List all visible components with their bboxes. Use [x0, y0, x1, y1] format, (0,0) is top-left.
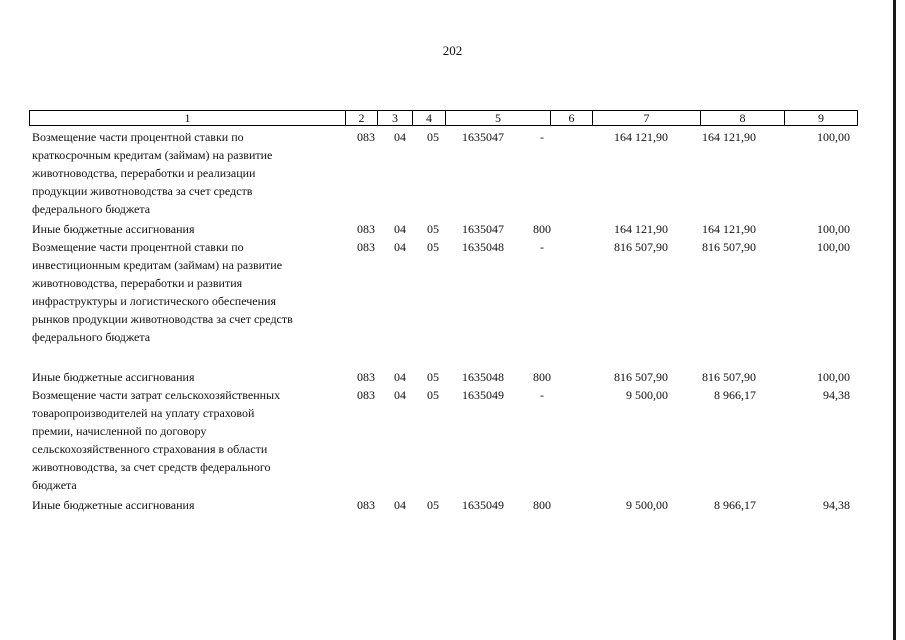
row-2-col-9: 100,00	[817, 222, 850, 236]
row-2-col-5: 1635047	[462, 222, 504, 236]
row-1-col-3: 04	[394, 130, 406, 144]
row-4-col-5: 1635048	[462, 370, 504, 384]
row-3-name-line: рынков продукции животноводства за счет средств	[32, 312, 293, 326]
row-4-col-4: 05	[427, 370, 439, 384]
header-col-2: 2	[346, 111, 378, 125]
row-4-col-3: 04	[394, 370, 406, 384]
header-col-7: 7	[593, 111, 701, 125]
row-3-name-line: инвестиционным кредитам (займам) на развитие	[32, 258, 283, 272]
row-3-col-6: -	[540, 240, 544, 254]
page-edge-border	[893, 0, 896, 640]
row-1-name-line: Возмещение части процентной ставки по	[32, 130, 244, 144]
row-1-name-line: животноводства, переработки и реализации	[32, 166, 256, 180]
row-1-name-line: федерального бюджета	[32, 202, 151, 216]
row-1-col-2: 083	[357, 130, 375, 144]
row-2-name-line: Иные бюджетные ассигнования	[32, 222, 195, 236]
row-1-col-5: 1635047	[462, 130, 504, 144]
row-1-name-line: краткосрочным кредитам (займам) на развитие	[32, 148, 273, 162]
row-5-name-line: бюджета	[32, 478, 77, 492]
row-5-name-line: товаропроизводителей на уплату страховой	[32, 406, 255, 420]
row-4-name	[32, 368, 352, 386]
row-1-col-9: 100,00	[817, 130, 850, 144]
row-2-name	[32, 220, 352, 238]
row-5-name-line: животноводства, за счет средств федерального	[32, 460, 271, 474]
header-col-4: 4	[413, 111, 446, 125]
row-3-col-4: 05	[427, 240, 439, 254]
row-6-name-line: Иные бюджетные ассигнования	[32, 498, 195, 512]
row-2-col-4: 05	[427, 222, 439, 236]
row-3-col-9: 100,00	[817, 240, 850, 254]
row-1-col-8: 164 121,90	[702, 130, 756, 144]
row-6-col-4: 05	[427, 498, 439, 512]
row-3-col-3: 04	[394, 240, 406, 254]
row-6-col-2: 083	[357, 498, 375, 512]
row-5-col-8: 8 966,17	[714, 388, 756, 402]
row-1-name-line: продукции животноводства за счет средств	[32, 184, 253, 198]
row-2-col-3: 04	[394, 222, 406, 236]
header-col-9: 9	[818, 111, 824, 125]
row-5-col-2: 083	[357, 388, 375, 402]
header-col-8: 8	[701, 111, 785, 125]
row-5-col-6: -	[540, 388, 544, 402]
row-4-col-6: 800	[533, 370, 551, 384]
row-4-col-2: 083	[357, 370, 375, 384]
header-col-3: 3	[378, 111, 413, 125]
row-6-col-3: 04	[394, 498, 406, 512]
row-2-col-2: 083	[357, 222, 375, 236]
row-6-col-7: 9 500,00	[626, 498, 668, 512]
row-1-name	[32, 128, 352, 218]
row-2-col-7: 164 121,90	[614, 222, 668, 236]
row-3-name-line: Возмещение части процентной ставки по	[32, 240, 244, 254]
row-3-name-line: животноводства, переработки и развития	[32, 276, 243, 290]
row-5-name-line: премии, начисленной по договору	[32, 424, 207, 438]
row-4-col-7: 816 507,90	[614, 370, 668, 384]
row-5-col-7: 9 500,00	[626, 388, 668, 402]
header-col-1: 1	[30, 111, 346, 125]
row-3-col-2: 083	[357, 240, 375, 254]
row-5-col-4: 05	[427, 388, 439, 402]
row-1-col-6: -	[540, 130, 544, 144]
row-3-col-7: 816 507,90	[614, 240, 668, 254]
header-col-5: 5	[446, 111, 551, 125]
row-6-col-6: 800	[533, 498, 551, 512]
page-number: 202	[442, 43, 463, 58]
row-3-col-5: 1635048	[462, 240, 504, 254]
row-3-name	[32, 238, 352, 346]
header-col-6: 6	[551, 111, 593, 125]
row-6-col-8: 8 966,17	[714, 498, 756, 512]
row-5-name-line: сельскохозяйственного страхования в области	[32, 442, 268, 456]
row-3-col-8: 816 507,90	[702, 240, 756, 254]
row-6-col-9: 94,38	[823, 498, 850, 512]
table-header	[29, 110, 858, 126]
row-5-col-5: 1635049	[462, 388, 504, 402]
row-4-name-line: Иные бюджетные ассигнования	[32, 370, 195, 384]
row-5-name	[32, 386, 352, 494]
row-3-name-line: федерального бюджета	[32, 330, 151, 344]
row-2-col-6: 800	[533, 222, 551, 236]
row-6-col-5: 1635049	[462, 498, 504, 512]
row-5-col-3: 04	[394, 388, 406, 402]
row-6-name	[32, 496, 352, 514]
row-5-name-line: Возмещение части затрат сельскохозяйственных	[32, 388, 281, 402]
row-4-col-8: 816 507,90	[702, 370, 756, 384]
row-1-col-7: 164 121,90	[614, 130, 668, 144]
row-4-col-9: 100,00	[817, 370, 850, 384]
row-2-col-8: 164 121,90	[702, 222, 756, 236]
row-5-col-9: 94,38	[823, 388, 850, 402]
row-1-col-4: 05	[427, 130, 439, 144]
row-3-name-line: инфраструктуры и логистического обеспечения	[32, 294, 276, 308]
